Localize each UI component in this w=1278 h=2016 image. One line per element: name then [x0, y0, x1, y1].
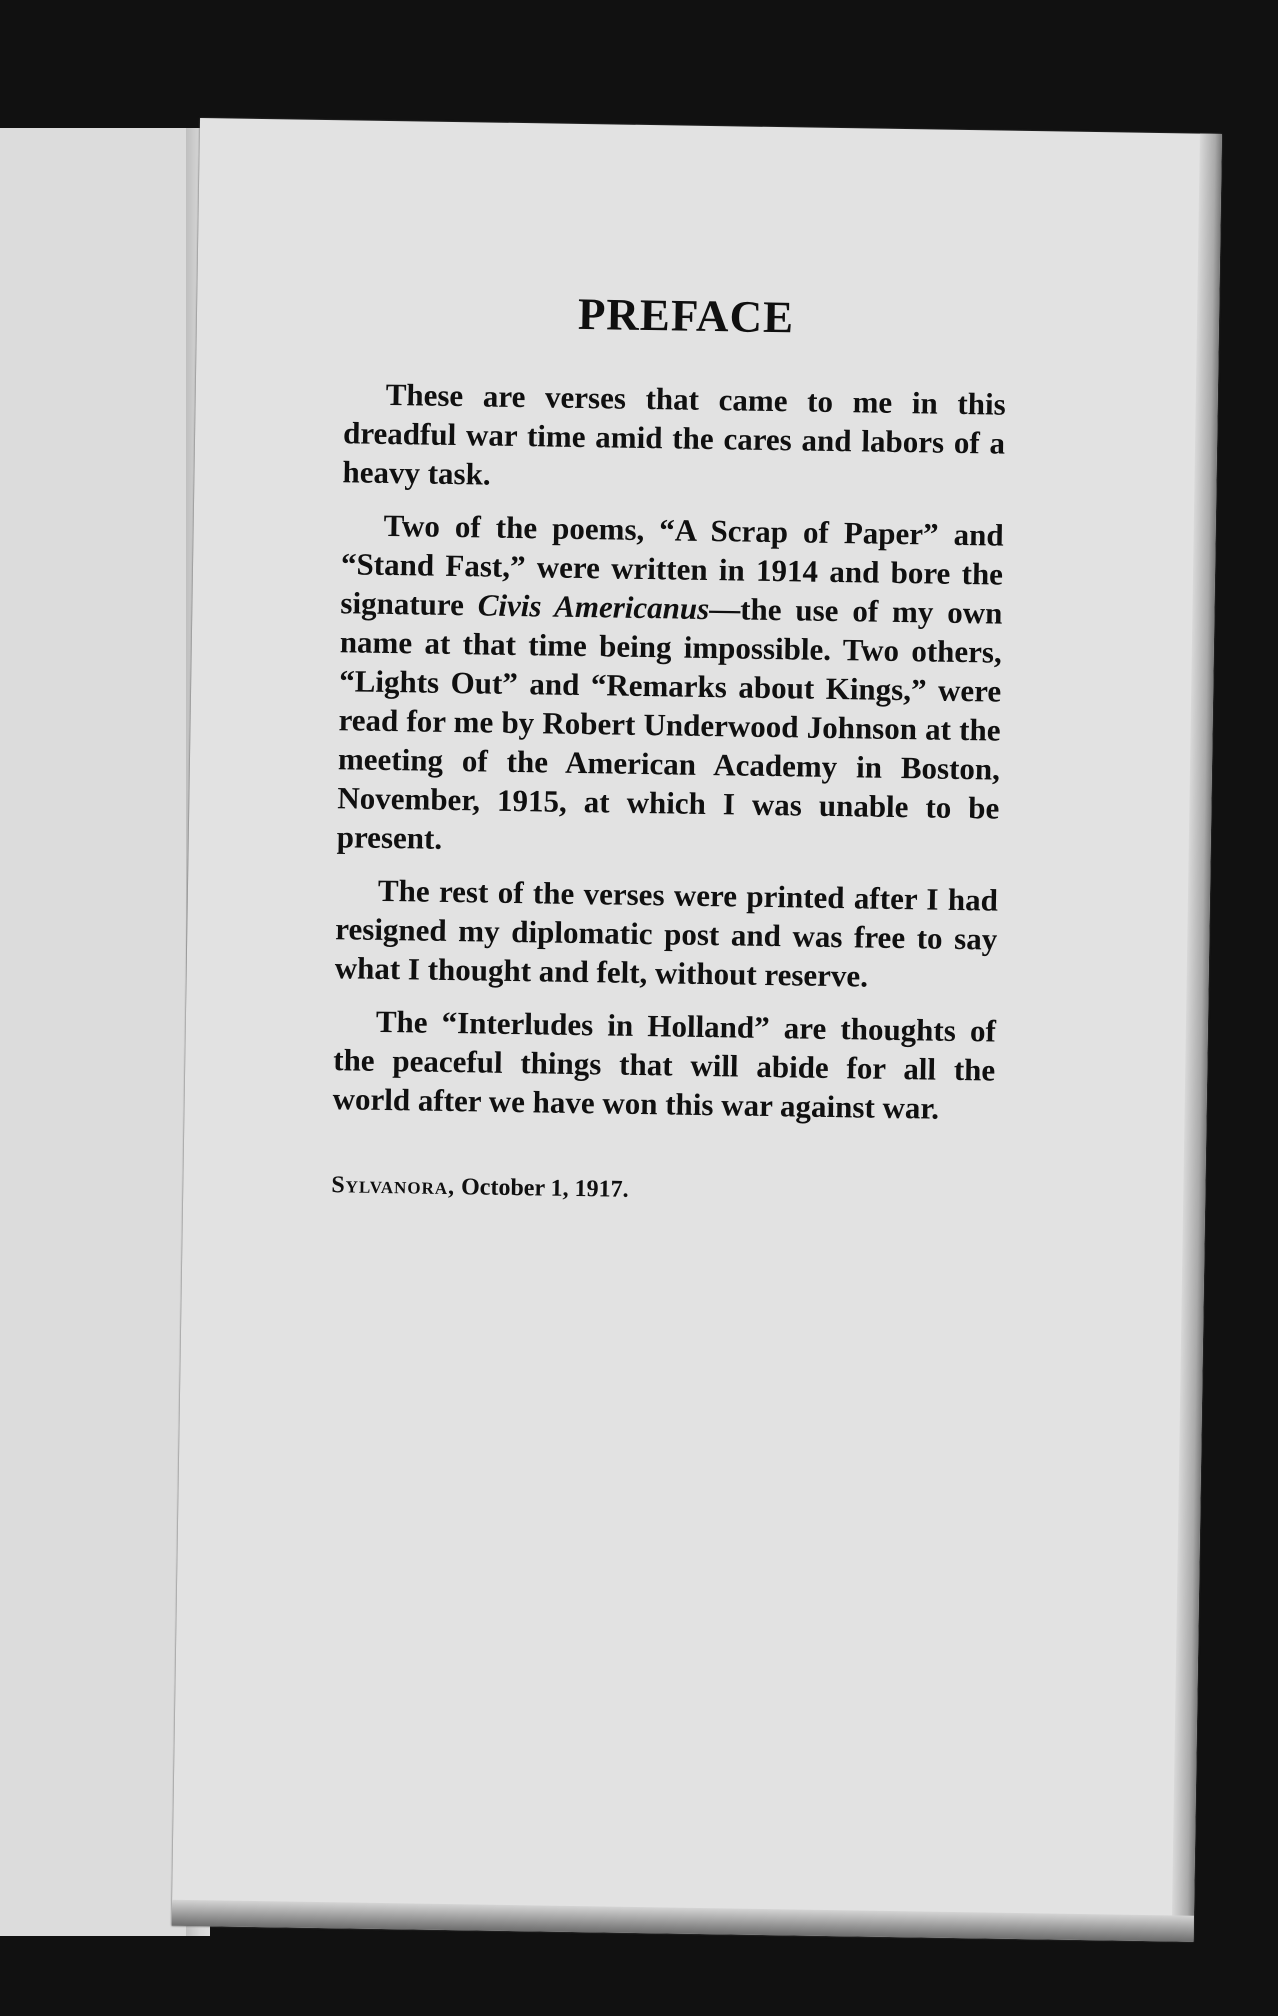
paragraph-3: The rest of the verses were printed after I had resigned my diplomatic post and was free to say what I thought and felt, without reserve.	[334, 872, 999, 994]
signoff-place: Sylvanora,	[331, 1172, 456, 1201]
paragraph-2-end: —the use of my own name at that time being impossible. Two others, “Lights Out” and “Remarks about Kings,” were read for me by Robert Underwood Johnson at the meeting of the American Academy in Boston, November, 1915, at which I was unable to be present.	[336, 591, 1003, 856]
paragraph-2	[336, 505, 1003, 866]
signoff	[331, 1172, 993, 1209]
paragraph-2-start: Two of the poems, “A Scrap of Paper” and “Stand Fast,” were written in 1914 and bore the signature	[340, 507, 1004, 623]
page-title: PREFACE	[577, 288, 795, 343]
paragraph-4: The “Interludes in Holland” are thoughts of the peaceful things that will abide for all the world after we have won this war against war.	[332, 1003, 997, 1126]
book-page	[172, 118, 1222, 1942]
left-page-edge	[0, 128, 202, 1936]
paragraph-2-italic: Civis Americanus	[477, 587, 710, 627]
preface-text-block	[331, 284, 1007, 1209]
paragraph-1: These are verses that came to me in this dreadful war time amid the cares and labors of a heavy task.	[342, 376, 1006, 492]
signoff-date: October 1, 1917.	[460, 1174, 629, 1203]
